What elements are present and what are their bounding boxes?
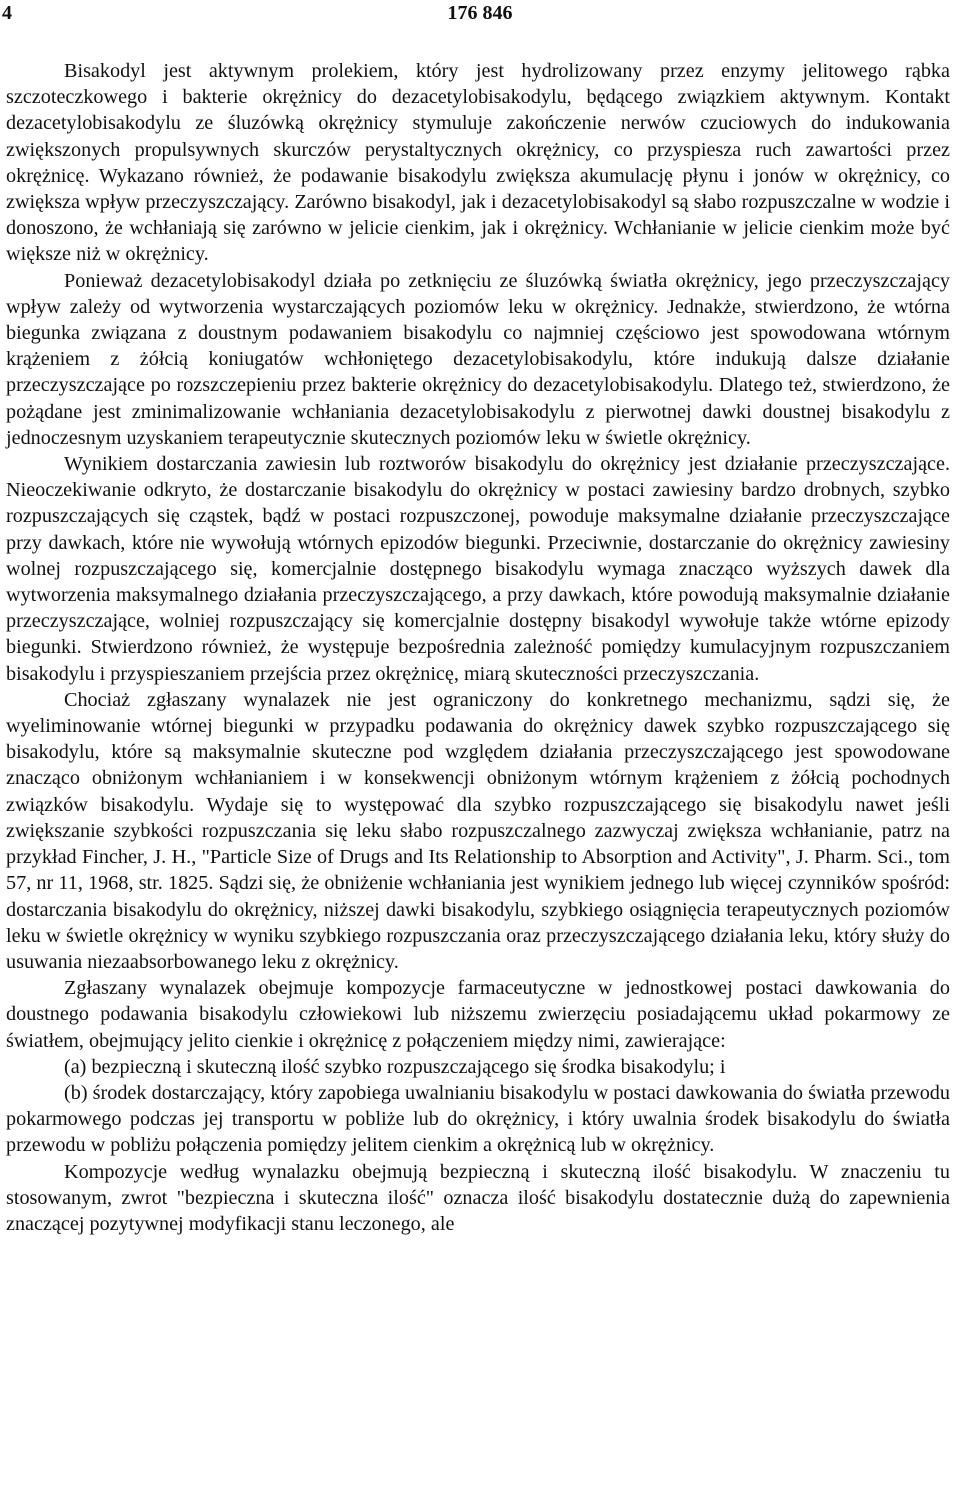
- paragraph-dezacetylobisakodyl-action: Ponieważ dezacetylobisakodyl działa po zetknięciu ze śluzówką światła okrężnicy, jego przeczyszczający wpływ zależy od wytworzenia wystarczających poziomów leku w okrężnicy. Jednakże, stwierdzono, że wtórna biegunka związana z doustnym podawaniem bisakodylu co najmniej częściowo jest spowodowana wtórnym krążeniem z żółcią koniugatów wchłoniętego dezacetylobisakodylu, które indukują dalsze działanie przeczyszczające po rozszczepieniu przez bakterie okrężnicy do dezacetylobisakodylu. Dlatego też, stwierdzono, że pożądane jest zminimalizowanie wchłaniania dezacetylobisakodylu z pierwotnej dawki doustnej bisakodylu z jednoczesnym uzyskaniem terapeutycznie skutecznych poziomów leku w świetle okrężnicy.: [6, 269, 950, 449]
- paragraph-suspension-delivery: Wynikiem dostarczania zawiesin lub roztworów bisakodylu do okrężnicy jest działanie przeczyszczające. Nieoczekiwanie odkryto, że dostarczanie bisakodylu do okrężnicy w postaci zawiesiny bardzo drobnych, szybko rozpuszczających się cząstek, bądź w postaci rozpuszczonej, powoduje maksymalne działanie przeczyszczające przy dawkach, które nie wywołują wtórnych epizodów biegunki. Przeciwnie, dostarczanie do okrężnicy zawiesiny wolnej rozpuszczającego się, komercjalnie dostępnego bisakodylu wymaga znacząco wyższych dawek dla wytworzenia maksymalnego działania przeczyszczającego, a przy dawkach, które powodują maksymalnie działanie przeczyszczające, wolniej rozpuszczający się komercjalnie dostępny bisakodyl wywołuje także wtórne epizody biegunki. Stwierdzono również, że występuje bezpośrednia zależność pomiędzy kumulacyjnym rozpuszczaniem bisakodylu i przyspieszaniem przejścia przez okrężnicę, miarą skuteczności przeczyszczania.: [6, 453, 950, 685]
- list-item-a: (a) bezpieczną i skuteczną ilość szybko rozpuszczającego się środka bisakodylu; i: [64, 1055, 726, 1078]
- page-number: 4: [2, 2, 12, 24]
- list-item-b: (b) środek dostarczający, który zapobiega uwalnianiu bisakodylu w postaci dawkowania do światła przewodu pokarmowego podczas jej transportu w pobliże lub do okrężnicy, i który uwalnia środek bisakodylu do światła przewodu w pobliżu połączenia pomiędzy jelitem cienkim a okrężnicą lub w okrężnicy.: [6, 1081, 950, 1157]
- document-body: [6, 58, 950, 1237]
- paragraph-mechanism: Chociaż zgłaszany wynalazek nie jest ograniczony do konkretnego mechanizmu, sądzi się, że wyeliminowanie wtórnej biegunki w przypadku podawania do okrężnicy dawek szybko rozpuszczającego się bisakodylu, które są maksymalnie skuteczne pod względem działania przeczyszczającego jest spowodowane znacząco obniżonym wchłanianiem i w konsekwencji obniżonym wtórnym krążeniem z żółcią pochodnych związków bisakodylu. Wydaje się to występować dla szybko rozpuszczającego się bisakodylu nawet jeśli zwiększanie szybkości rozpuszczania się leku słabo rozpuszczalnego zazwyczaj zwiększa wchłanianie, patrz na przykład Fincher, J. H., "Particle Size of Drugs and Its Relationship to Absorption and Activity", J. Pharm. Sci., tom 57, nr 11, 1968, str. 1825. Sądzi się, że obniżenie wchłaniania jest wynikiem jednego lub więcej czynników spośród: dostarczania bisakodylu do okrężnicy, niższej dawki bisakodylu, szybkiego osiągnięcia terapeutycznych poziomów leku w świetle okrężnicy w wyniku szybkiego rozpuszczania oraz przeczyszczającego działania leku, który służy do usuwania niezaabsorbowanego leku z okrężnicy.: [6, 688, 950, 973]
- paragraph-compositions: Kompozycje według wynalazku obejmują bezpieczną i skuteczną ilość bisakodylu. W znaczeniu tu stosowanym, zwrot "bezpieczna i skuteczna ilość" oznacza ilość bisakodylu dostatecznie dużą do zapewnienia znaczącej pozytywnej modyfikacji stanu leczonego, ale: [6, 1160, 950, 1235]
- paragraph-invention-summary: Zgłaszany wynalazek obejmuje kompozycje farmaceutyczne w jednostkowej postaci dawkowania do doustnego podawania bisakodylu człowiekowi lub niższemu zwierzęciu posiadającemu układ pokarmowy ze światłem, obejmujący jelito cienkie i okrężnicę z połączeniem między nimi, zawierające:: [6, 977, 950, 1052]
- paragraph-bisakodyl-prolek: Bisakodyl jest aktywnym prolekiem, który jest hydrolizowany przez enzymy jelitowego rąbka szczoteczkowego i bakterie okrężnicy do dezacetylobisakodylu, będącego związkiem aktywnym. Kontakt dezacetylobisakodylu ze śluzówką okrężnicy stymuluje zakończenie nerwów czuciowych do indukowania zwiększonych propulsywnych skurczów perystaltycznych okrężnicy, co przyspiesza ruch zawartości przez okrężnicę. Wykazano również, że podawanie bisakodylu zwiększa akumulację płynu i jonów w okrężnicy, co zwiększa wpływ przeczyszczający. Zarówno bisakodyl, jak i dezacetylobisakodyl są słabo rozpuszczalne w wodzie i donoszono, że wchłaniają się zarówno w jelicie cienkim, jak i okrężnicy. Wchłanianie w jelicie cienkim może być większe niż w okrężnicy.: [6, 60, 950, 266]
- page-header: [0, 0, 960, 30]
- patent-number: 176 846: [447, 2, 513, 24]
